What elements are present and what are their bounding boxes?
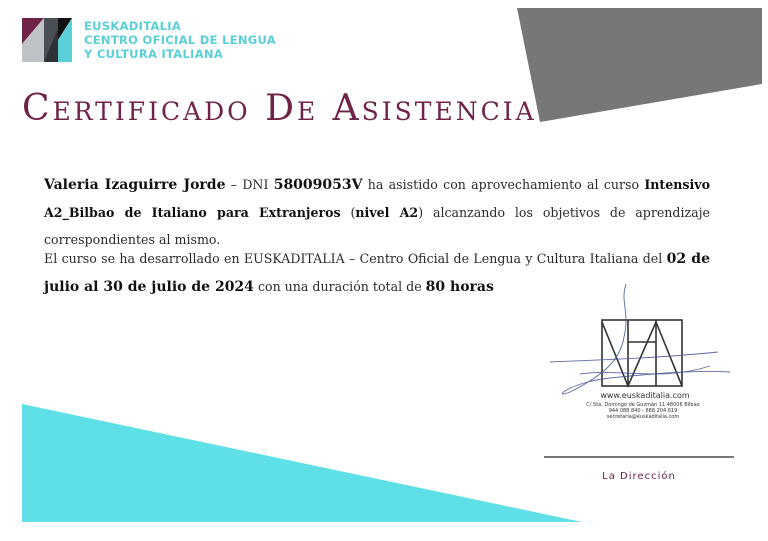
course-date-range: 02 de julio al 30 de julio de 2024 [44, 251, 710, 295]
course-level: nivel A2 [355, 205, 419, 220]
stamp-email: secretaria@euskaditalia.com [606, 414, 680, 420]
cyan-decorative-shape [22, 400, 582, 524]
brand-subtitle-line1: CENTRO OFICIAL DE LENGUA [84, 33, 276, 47]
brand-subtitle-line2: Y CULTURA ITALIANA [84, 47, 224, 61]
certificate-title: Certificado De Asistencia [22, 88, 537, 129]
stamp-phones: 944 088 840 - 688 204 619 [608, 408, 678, 414]
details-text-a: El curso se ha desarrollado en EUSKADITALIA – Centro Oficial de Lengua y Cultura Italiana del [44, 251, 663, 266]
brand-name: EUSKADITALIA [84, 19, 182, 33]
statement-text-a: ha asistido con aprovechamiento al curso [367, 177, 640, 192]
gray-decorative-shape [517, 8, 762, 128]
statement-text-b: alcanzando los objetivos de aprendizaje correspondientes al mismo. [44, 205, 711, 247]
stamp-website: www.euskaditalia.com [600, 391, 690, 400]
course-duration: 80 horas [425, 279, 494, 295]
course-name: Intensivo A2_Bilbao de Italiano para Extranjeros [44, 177, 710, 220]
signature-label: La Dirección [602, 471, 676, 482]
details-text-b: con una duración total de [257, 279, 422, 294]
dni-label: DNI [242, 177, 269, 192]
euskaditalia-logo [22, 18, 72, 62]
student-name: Valeria Izaguirre Jorde [44, 177, 226, 193]
dni-number: 58009053V [273, 177, 363, 193]
stamp-address: C/ Sta. Domingo de Guzmán 11 48006 Bilbao [586, 402, 700, 408]
attendance-statement: Valeria Izaguirre Jorde – DNI 58009053V ha asistido con aprovechamiento al curso Intensivo A2_Bilbao de Italiano para Extranjeros (nivel A2) alcanzando los objetivos de aprendizaje correspondientes al mismo. [44, 177, 711, 247]
stamp-address-block [578, 402, 708, 420]
